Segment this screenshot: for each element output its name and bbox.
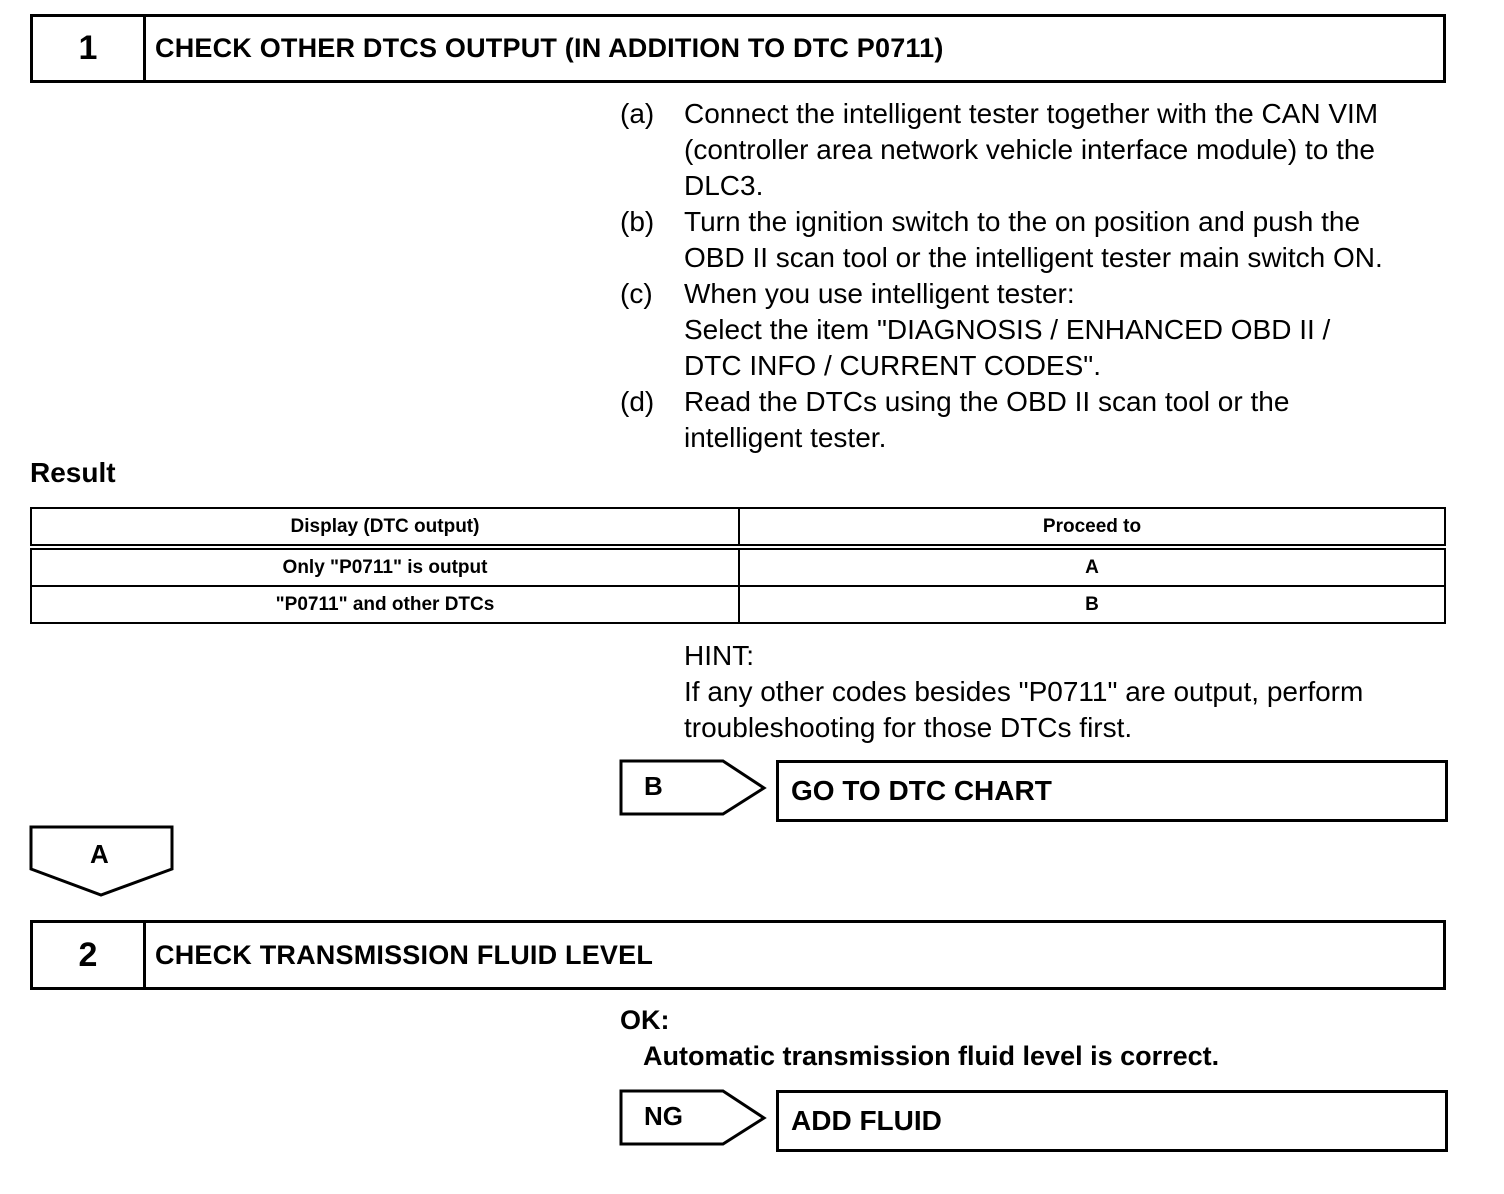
- branch-b-label: B: [644, 771, 663, 801]
- table-row: [31, 547, 1445, 586]
- ok-title: OK:: [620, 1005, 670, 1035]
- item-label: (a): [620, 98, 655, 129]
- ok-text: Automatic transmission fluid level is correct.: [643, 1041, 1220, 1071]
- table-cell: Only "P0711" is output: [31, 547, 739, 586]
- step-1-header: [30, 14, 1446, 83]
- hint-block: [684, 638, 1464, 746]
- branch-ng-arrow-icon: [619, 1089, 769, 1147]
- item-line: intelligent tester.: [684, 422, 887, 453]
- step-title: CHECK OTHER DTCS OUTPUT (IN ADDITION TO DTC P0711): [155, 33, 944, 63]
- step-2-header: [30, 920, 1446, 990]
- add-fluid-box: ADD FLUID: [776, 1090, 1448, 1152]
- procedure-item-d: [620, 384, 1460, 456]
- step-title: CHECK TRANSMISSION FLUID LEVEL: [155, 939, 654, 970]
- step-number: 1: [33, 17, 146, 80]
- go-to-dtc-chart-box: GO TO DTC CHART: [776, 760, 1448, 822]
- step-number: 2: [33, 923, 146, 987]
- item-line: OBD II scan tool or the intelligent tester main switch ON.: [684, 242, 1383, 273]
- hint-line: troubleshooting for those DTCs first.: [684, 712, 1133, 743]
- procedure-item-a: [620, 96, 1460, 206]
- item-label: (b): [620, 206, 655, 237]
- result-label: Result: [30, 457, 116, 488]
- procedure-item-b: [620, 204, 1460, 276]
- hint-line: If any other codes besides "P0711" are output, perform: [684, 676, 1364, 707]
- item-label: (d): [620, 386, 655, 417]
- branch-a-label: A: [90, 839, 109, 869]
- item-line: Turn the ignition switch to the on position and push the: [684, 206, 1361, 237]
- item-label: (c): [620, 278, 653, 309]
- procedure-item-c: [620, 276, 1460, 386]
- table-cell: A: [739, 547, 1445, 586]
- branch-ng-label: NG: [644, 1101, 683, 1131]
- table-row: [31, 586, 1445, 623]
- item-line: Read the DTCs using the OBD II scan tool or the: [684, 386, 1290, 417]
- table-cell: "P0711" and other DTCs: [31, 586, 739, 623]
- result-table: [30, 507, 1446, 624]
- table-header-cell: Display (DTC output): [31, 508, 739, 547]
- item-line: When you use intelligent tester:: [684, 278, 1075, 309]
- item-line: Connect the intelligent tester together with the CAN VIM: [684, 98, 1379, 129]
- item-line: (controller area network vehicle interface module) to the: [684, 134, 1376, 165]
- item-line: DLC3.: [684, 170, 764, 201]
- table-header-cell: Proceed to: [739, 508, 1445, 547]
- hint-title: HINT:: [684, 640, 754, 671]
- table-header-row: [31, 508, 1445, 547]
- branch-b-arrow-icon: [619, 759, 769, 817]
- item-line: Select the item "DIAGNOSIS / ENHANCED OBD II /: [684, 314, 1331, 345]
- table-cell: B: [739, 586, 1445, 623]
- item-line: DTC INFO / CURRENT CODES".: [684, 350, 1101, 381]
